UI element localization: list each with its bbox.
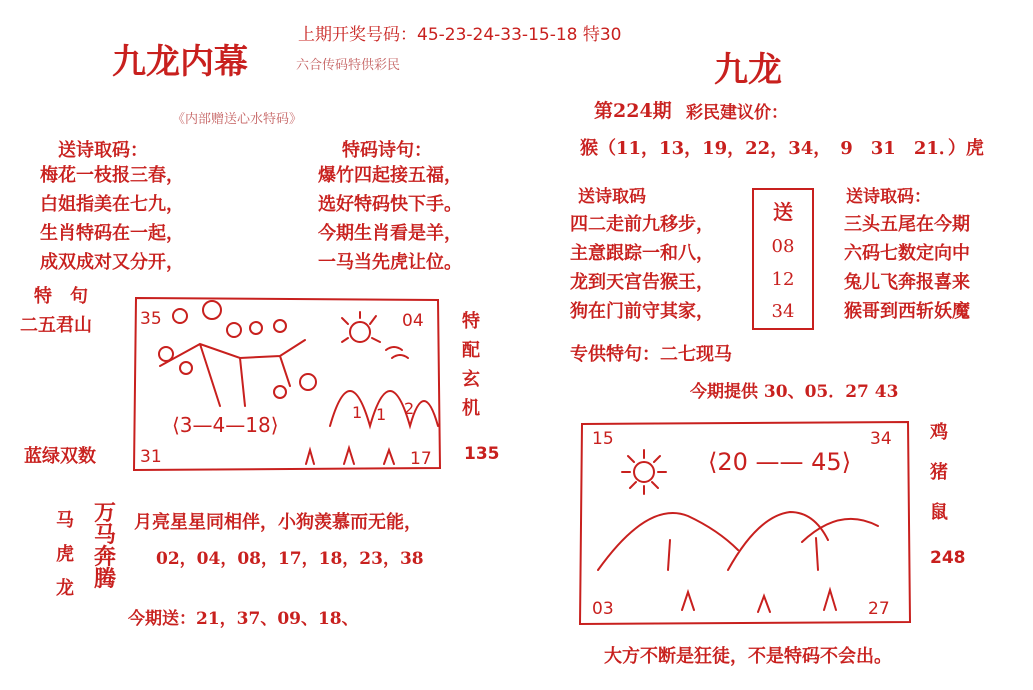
- left-line-moon: 月亮星星同相伴，小狗羡慕而无能，: [134, 512, 422, 533]
- sketch-num-bl: 03: [592, 599, 614, 619]
- sketch-mid-range: ⟨20 —— 45⟩: [708, 448, 852, 476]
- poem-line: 兔儿飞奔报喜来: [844, 272, 970, 293]
- right-today-offer: 今期提供 30、05．27 43: [690, 382, 899, 402]
- vertical-char: 鼠: [930, 502, 948, 523]
- poem-line: 主意跟踪一和八，: [570, 243, 714, 264]
- right-side-number: 248: [930, 548, 966, 568]
- right-poem2-block: [844, 210, 970, 326]
- poem-line: 三头五尾在今期: [844, 214, 970, 235]
- poem-line: 选好特码快下手。: [318, 194, 462, 215]
- right-poem-block: [570, 210, 714, 326]
- poem-line: 四二走前九移步，: [570, 214, 714, 235]
- poem-line: 狗在门前守其家，: [570, 301, 714, 322]
- poem-line: 今期生肖看是羊，: [318, 223, 462, 244]
- left-today-send: 今期送：21，37、09、18、: [128, 609, 359, 629]
- right-side-vertical: [930, 418, 948, 538]
- advice-price: 彩民建议价：: [686, 103, 788, 123]
- right-special-phrase: 专供特句：二七现马: [570, 344, 732, 365]
- special-phrase-value: 二五君山: [20, 315, 92, 336]
- right-footer: 大方不断是狂徒，不是特码不会出。: [604, 646, 892, 667]
- zodiac-char: 马: [56, 510, 74, 531]
- vertical-char: 鸡: [930, 422, 948, 443]
- left-title: 九龙内幕: [112, 42, 248, 82]
- poem-line: 白姐指美在七九，: [40, 194, 184, 215]
- blue-green-even: 蓝绿双数: [24, 446, 96, 467]
- vertical-char: 猪: [930, 462, 948, 483]
- wanma-char: 万: [94, 500, 117, 526]
- left-numbers: 02，04，08，17，18，23，38: [156, 549, 424, 569]
- zodiac-vertical: [56, 506, 74, 608]
- left-side-number: 135: [464, 444, 500, 464]
- vertical-char: 特: [462, 311, 480, 332]
- poem-line: 一马当先虎让位。: [318, 252, 462, 273]
- poem-line: 龙到天宫告猴王，: [570, 272, 714, 293]
- issue-number: 第224期: [594, 100, 672, 122]
- poem-line: 六码七数定向中: [844, 243, 970, 264]
- zodiac-char: 龙: [56, 578, 74, 599]
- sketch-num-br: 17: [410, 449, 432, 469]
- monkey-tiger-line: 猴（11，13，19，22，34， 9 31 21．）虎: [580, 138, 984, 159]
- sketch-num-br: 27: [868, 599, 890, 619]
- sketch-hill-num: 1: [376, 405, 387, 424]
- sketch-mid-range: ⟨3—4—18⟩: [172, 413, 279, 437]
- vertical-char: 机: [462, 398, 480, 419]
- poem-line: 梅花一枝报三春，: [40, 165, 184, 186]
- last-draw-numbers: 上期开奖号码：45-23-24-33-15-18 特30: [298, 25, 622, 45]
- poem-line: 成双成对又分开，: [40, 252, 184, 273]
- sketch-num-bl: 31: [140, 447, 162, 467]
- send-box-item: 08: [771, 236, 795, 258]
- poem-line: 猴哥到西斩妖魔: [844, 301, 970, 322]
- vertical-char: 配: [462, 340, 480, 361]
- wanma-char: 马: [94, 522, 117, 548]
- sketch-hill-num: 2: [404, 399, 415, 418]
- left-subtitle: 六合传码特供彩民: [296, 58, 401, 73]
- left-poem-title: 送诗取码：: [58, 140, 148, 161]
- special-poem-title: 特码诗句：: [342, 140, 432, 161]
- poem-line: 生肖特码在一起，: [40, 223, 184, 244]
- right-title: 九龙: [714, 50, 782, 90]
- poem-line: 爆竹四起接五福，: [318, 165, 462, 186]
- wanma-char: 奔: [94, 544, 117, 570]
- send-box-item: 12: [771, 268, 795, 290]
- wanma-char: 腾: [94, 566, 117, 592]
- sketch-hill-num: 1: [352, 403, 363, 422]
- vertical-char: 玄: [462, 369, 480, 390]
- zodiac-char: 虎: [56, 544, 74, 565]
- right-sketch: [578, 420, 912, 626]
- sketch-num-tr: 34: [870, 429, 892, 449]
- right-poem2-title: 送诗取码：: [846, 187, 931, 207]
- special-phrase-label: 特 句: [34, 286, 88, 307]
- left-sketch: [130, 296, 442, 472]
- special-poem-block: [318, 161, 462, 277]
- sketch-num-tr: 04: [402, 311, 424, 331]
- send-box-item: 34: [771, 301, 795, 323]
- send-box: [752, 188, 814, 330]
- wanma-vertical: [94, 502, 116, 590]
- left-side-vertical: [462, 312, 480, 428]
- sketch-num-tl: 35: [140, 309, 162, 329]
- left-tagline: 《内部赠送心水特码》: [172, 112, 303, 127]
- send-box-item: 送: [773, 199, 793, 224]
- sketch-num-tl: 15: [592, 429, 614, 449]
- left-poem-block: [40, 161, 184, 277]
- right-poem-title: 送诗取码: [578, 187, 646, 207]
